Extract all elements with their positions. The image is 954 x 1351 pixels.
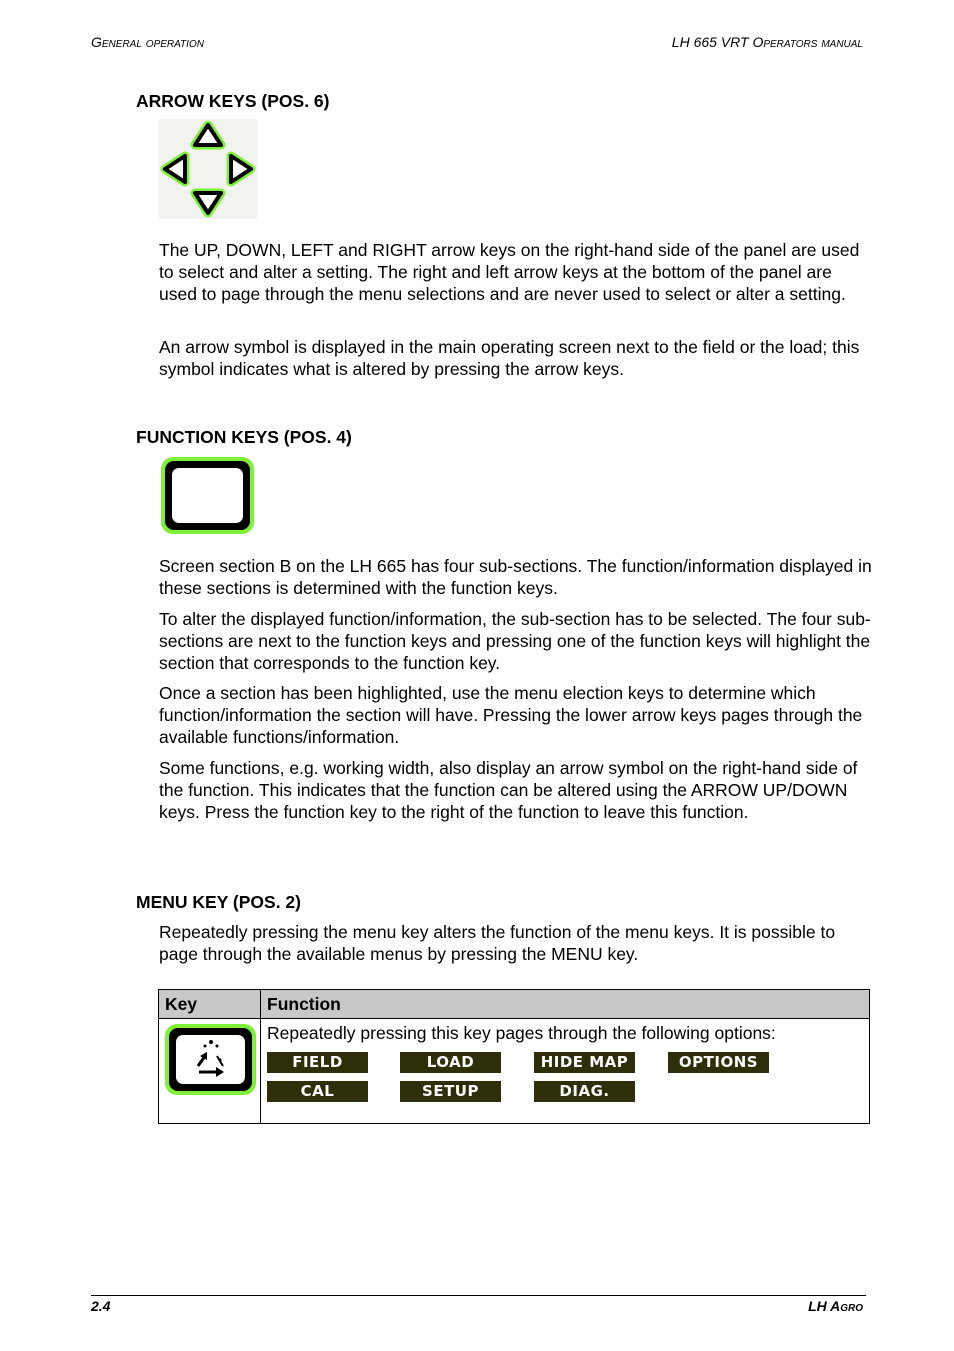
- option-cal: CAL: [267, 1081, 368, 1102]
- menu-options: [267, 1044, 869, 1114]
- function-description: Repeatedly pressing this key pages through the following options:: [267, 1023, 776, 1043]
- menu-key-table: [158, 989, 870, 1124]
- menu-key-icon: [164, 1023, 257, 1101]
- table-row: [159, 1019, 870, 1124]
- table-cell-function: [261, 1019, 870, 1124]
- footer-divider: [91, 1295, 866, 1296]
- table-header-function: Function: [261, 990, 870, 1019]
- function-keys-paragraph-4: Some functions, e.g. working width, also display an arrow symbol on the right-hand side of the function. This indicates that the function can be altered using the ARROW UP/DOWN keys. Press the function key to the right of the function to leave this function.: [159, 758, 858, 823]
- function-keys-paragraph-2: To alter the displayed function/information, the sub-section has to be selected. The four sub-sections are next to the function keys and pressing one of the function keys will highlight the section that corresponds to the function key.: [159, 609, 871, 674]
- header-manual-title: LH 665 VRT Operators manual: [671, 34, 863, 50]
- menu-key-heading: MENU KEY (POS. 2): [136, 892, 301, 912]
- arrow-keys-paragraph-1: The UP, DOWN, LEFT and RIGHT arrow keys on the right-hand side of the panel are used to select and alter a setting. The right and left arrow keys at the bottom of the panel are used to page through the menu selections and are never used to select or alter a setting.: [159, 240, 860, 305]
- option-hide-map: HIDE MAP: [534, 1052, 635, 1073]
- table-header-key: Key: [159, 990, 261, 1019]
- table-header-row: [159, 990, 870, 1019]
- table-cell-key: [159, 1019, 261, 1124]
- menu-key-paragraph: Repeatedly pressing the menu key alters the function of the menu keys. It is possible to page through the available menus by pressing the MENU key.: [159, 922, 836, 965]
- header-section-title: General operation: [91, 34, 204, 50]
- option-options: OPTIONS: [668, 1052, 769, 1073]
- option-field: FIELD: [267, 1052, 368, 1073]
- function-key-icon: [160, 456, 255, 540]
- arrow-keys-heading: ARROW KEYS (POS. 6): [136, 91, 330, 111]
- option-load: LOAD: [400, 1052, 501, 1073]
- footer-brand: LH Agro: [808, 1298, 863, 1314]
- function-keys-paragraph-3: Once a section has been highlighted, use the menu election keys to determine which function/information the section will have. Pressing the lower arrow keys pages through the available functions/information.: [159, 683, 863, 748]
- function-keys-paragraph-1: Screen section B on the LH 665 has four sub-sections. The function/information displayed in these sections is determined with the function keys.: [159, 556, 872, 599]
- function-keys-heading: FUNCTION KEYS (POS. 4): [136, 427, 352, 447]
- option-diag: DIAG.: [534, 1081, 635, 1102]
- arrow-keys-icon: [159, 119, 257, 224]
- page-number: 2.4: [91, 1298, 111, 1314]
- arrow-keys-paragraph-2: An arrow symbol is displayed in the main operating screen next to the field or the load; this symbol indicates what is altered by pressing the arrow keys.: [159, 337, 860, 380]
- option-setup: SETUP: [400, 1081, 501, 1102]
